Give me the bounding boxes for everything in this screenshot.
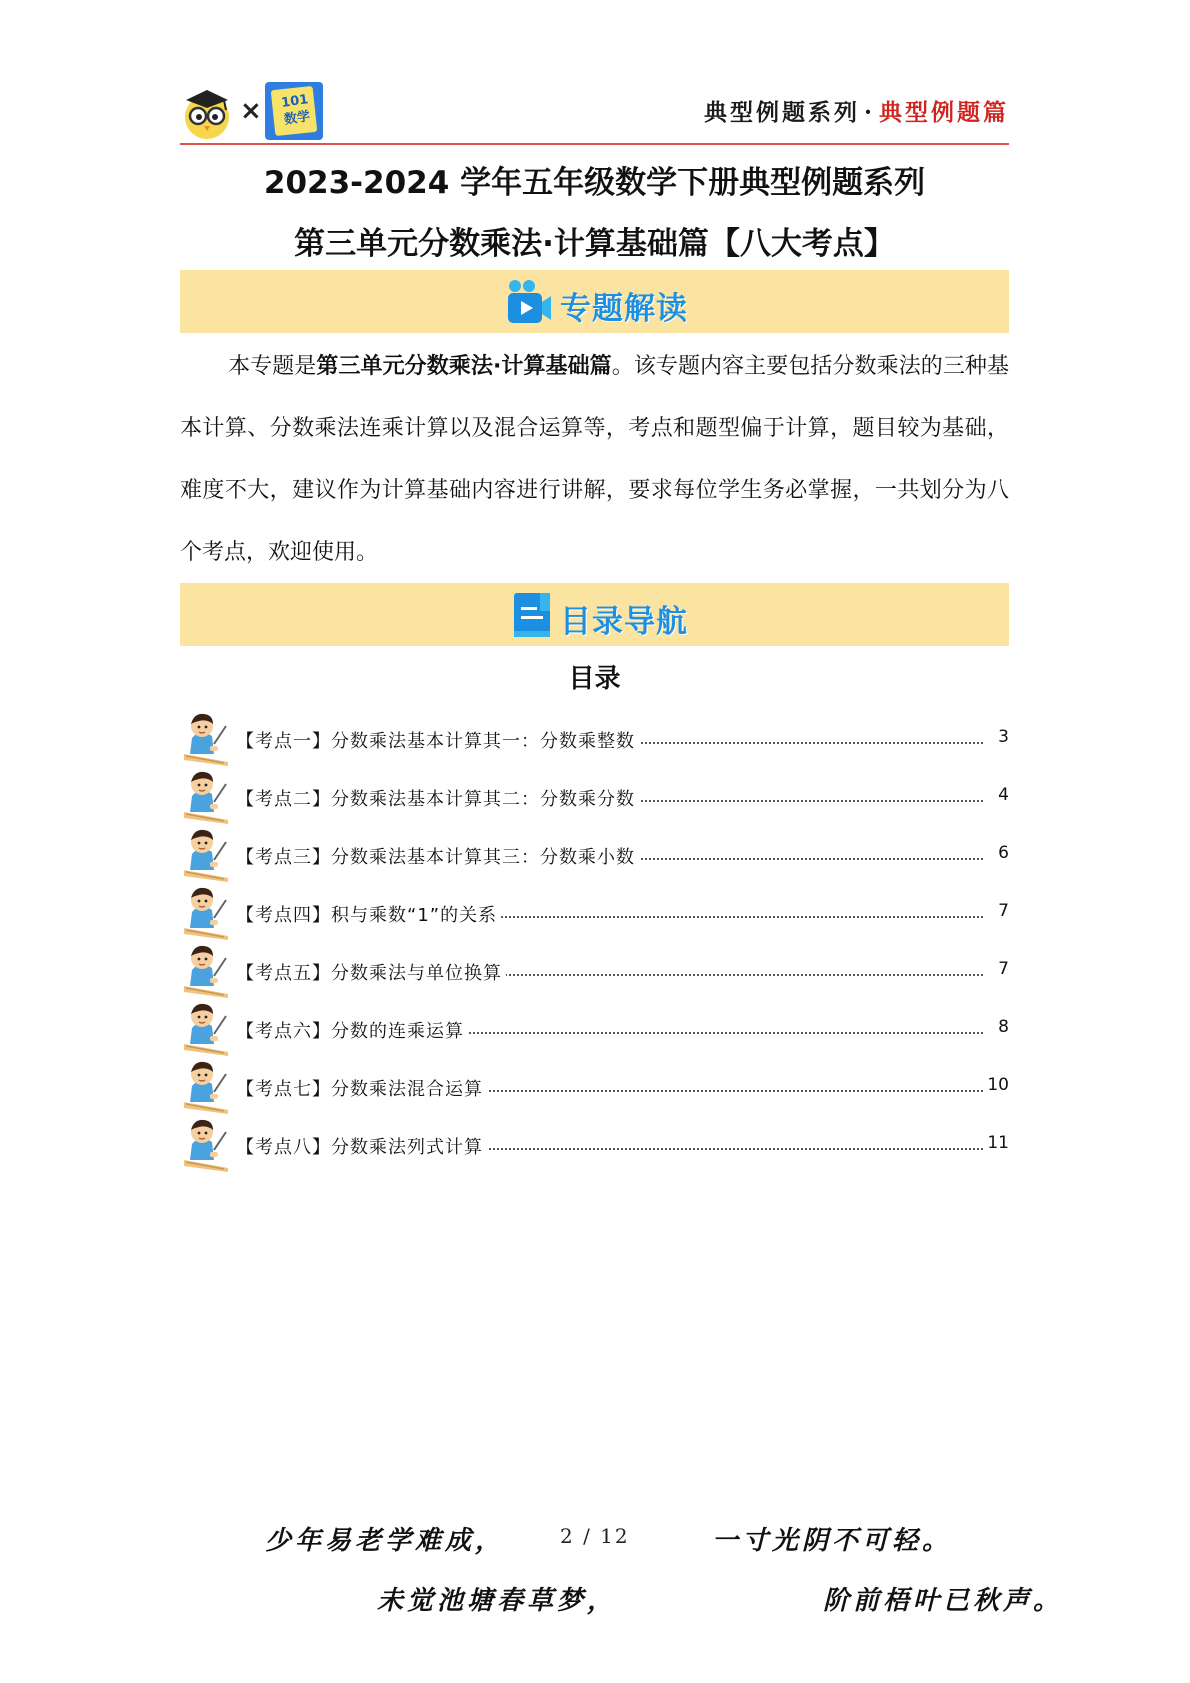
toc-item-label[interactable]: 【考点二】分数乘法基本计算其二：分数乘分数 (236, 785, 639, 811)
document-title: 2023-2024 学年五年级数学下册典型例题系列 (263, 165, 926, 201)
toc-item[interactable] (180, 710, 1009, 766)
student-icon (180, 768, 232, 824)
section-banner-label: 目录导航 (560, 604, 688, 640)
poem-line-3: 未觉池塘春草梦， (377, 1586, 618, 1616)
student-icon (180, 942, 232, 998)
student-icon (180, 884, 232, 940)
document-subtitle: 第三单元分数乘法·计算基础篇【八大考点】 (294, 226, 895, 262)
toc-item-page[interactable]: 4 (994, 785, 1009, 805)
toc-item-label[interactable]: 【考点七】分数乘法混合运算 (236, 1075, 487, 1101)
toc-item-page[interactable]: 8 (994, 1017, 1009, 1037)
series-title (704, 94, 1009, 127)
student-icon (180, 1116, 232, 1172)
toc-item-label[interactable]: 【考点四】积与乘数“1”的关系 (236, 901, 501, 927)
toc-item-page[interactable]: 7 (994, 901, 1009, 921)
toc-item-label[interactable]: 【考点一】分数乘法基本计算其一：分数乘整数 (236, 727, 639, 753)
toc-item[interactable] (180, 884, 1009, 940)
intro-bold: 第三单元分数乘法·计算基础篇 (316, 354, 612, 379)
toc-item-label[interactable]: 【考点八】分数乘法列式计算 (236, 1133, 487, 1159)
toc-item-label[interactable]: 【考点六】分数的连乘运算 (236, 1017, 468, 1043)
student-icon (180, 826, 232, 882)
toc-item[interactable] (180, 1058, 1009, 1114)
logo-separator: × (240, 96, 262, 126)
page-number: 2 / 12 (560, 1524, 630, 1548)
toc-item-label[interactable]: 【考点三】分数乘法基本计算其三：分数乘小数 (236, 843, 639, 869)
toc-heading: 目录 (568, 664, 621, 694)
student-icon (180, 1058, 232, 1114)
toc-item[interactable] (180, 768, 1009, 824)
toc-item-page[interactable]: 11 (983, 1133, 1009, 1153)
document-icon (510, 591, 556, 639)
series-dot: · (863, 99, 875, 126)
header-divider (180, 143, 1009, 145)
toc-item-page[interactable]: 7 (994, 959, 1009, 979)
toc-item-page[interactable]: 10 (983, 1075, 1009, 1095)
student-icon (180, 1000, 232, 1056)
brand-logo (265, 82, 323, 140)
toc-item-page[interactable]: 3 (994, 727, 1009, 747)
video-icon (506, 278, 552, 326)
brand-logo-text: 101 数学 (280, 92, 312, 128)
section-banner-topic (180, 270, 1009, 333)
series-left: 典型例题系列 (703, 99, 860, 126)
toc-item[interactable] (180, 942, 1009, 998)
toc-item-page[interactable]: 6 (994, 843, 1009, 863)
intro-paragraph (180, 336, 1009, 584)
poem-line-2: 一寸光阴不可轻。 (712, 1526, 953, 1556)
series-right: 典型例题篇 (879, 99, 1009, 126)
page-header (180, 78, 1009, 144)
toc-item-label[interactable]: 【考点五】分数乘法与单位换算 (236, 959, 506, 985)
toc-item[interactable] (180, 1116, 1009, 1172)
poem-line-4: 阶前梧叶已秋声。 (823, 1586, 1064, 1616)
owl-mascot-icon (180, 86, 234, 140)
intro-rest: 。该专题内容主要包括分数乘法的三种基本计算、分数乘法连乘计算以及混合运算等，考点和题型偏于计算，题目较为基础，难度不大，建议作为计算基础内容进行讲解，要求每位学生务必掌握，一共划分为八个考点，欢迎使用。 (180, 354, 1009, 565)
section-banner-label: 专题解读 (560, 291, 688, 327)
student-icon (180, 710, 232, 766)
section-banner-toc (180, 583, 1009, 646)
page-footer (0, 1520, 1190, 1620)
toc-item[interactable] (180, 826, 1009, 882)
intro-prefix: 本专题是 (228, 354, 317, 379)
poem-line-1: 少年易老学难成， (265, 1526, 506, 1556)
toc-item[interactable] (180, 1000, 1009, 1056)
